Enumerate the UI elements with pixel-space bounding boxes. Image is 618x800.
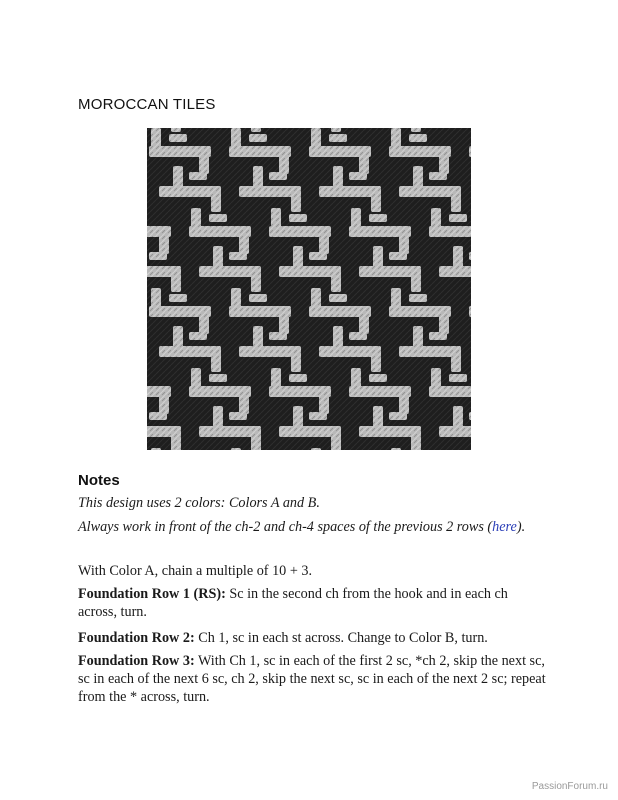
swatch-stitch-block [209,214,227,222]
swatch-stitch-block [319,226,329,254]
swatch-stitch-block [229,252,247,260]
swatch-stitch-block [251,426,261,450]
swatch-stitch-block [439,306,449,334]
swatch-stitch-block [369,214,387,222]
notes-chain-line: With Color A, chain a multiple of 10 + 3. [78,563,313,579]
swatch-stitch-block [279,146,289,174]
swatch-stitch-block [171,426,181,450]
swatch-stitch-block [171,128,181,132]
swatch-stitch-block [469,252,471,260]
foundation-row-3 [78,652,548,706]
swatch-stitch-block [331,266,341,292]
swatch-stitch-block [151,448,161,450]
swatch-stitch-block [149,412,167,420]
here-link[interactable]: here [492,519,517,535]
swatch-stitch-block [191,208,201,236]
swatch-stitch-block [449,374,467,382]
watermark: PassionForum.ru [531,781,608,792]
swatch-stitch-block [151,128,161,156]
swatch-stitch-block [251,128,261,132]
swatch-stitch-block [373,246,383,276]
swatch-stitch-block [191,368,201,396]
swatch-stitch-block [349,172,367,180]
swatch-stitch-block [453,246,463,276]
swatch-stitch-block [231,128,241,156]
swatch-stitch-block [373,406,383,436]
swatch-stitch-block [411,266,421,292]
swatch-stitch-block [251,266,261,292]
swatch-stitch-block [451,186,461,212]
swatch-stitch-block [371,346,381,372]
swatch-stitch-block [409,294,427,302]
swatch-stitch-block [369,374,387,382]
swatch-stitch-block [309,252,327,260]
swatch-stitch-block [149,252,167,260]
swatch-stitch-block [469,412,471,420]
swatch-stitch-block [211,346,221,372]
swatch-stitch-block [453,406,463,436]
swatch-stitch-block [359,306,369,334]
swatch-stitch-block [391,128,401,156]
swatch-stitch-block [329,294,347,302]
swatch-stitch-block [399,386,409,414]
swatch-stitch-block [331,426,341,450]
swatch-stitch-block [409,134,427,142]
swatch-stitch-block [411,426,421,450]
swatch-stitch-block [391,288,401,316]
swatch-stitch-block [239,226,249,254]
swatch-pattern [147,128,471,450]
swatch-stitch-block [359,146,369,174]
swatch-stitch-block [413,326,423,356]
swatch-stitch-block [173,166,183,196]
swatch-stitch-block [269,172,287,180]
swatch-stitch-block [231,288,241,316]
swatch-stitch-block [231,448,241,450]
swatch-stitch-block [253,326,263,356]
crochet-swatch-image [147,128,471,450]
swatch-stitch-block [249,294,267,302]
swatch-stitch-block [389,412,407,420]
swatch-stitch-block [429,332,447,340]
swatch-stitch-block [271,208,281,236]
swatch-stitch-block [151,288,161,316]
swatch-stitch-block [159,226,169,254]
swatch-stitch-block [319,386,329,414]
notes-colors-line: This design uses 2 colors: Colors A and B. [78,495,320,511]
notes-heading: Notes [78,472,120,489]
swatch-stitch-block [199,146,209,174]
swatch-stitch-block [289,214,307,222]
swatch-stitch-block [249,134,267,142]
swatch-stitch-block [311,448,321,450]
notes-spaces-end: ). [516,519,526,535]
swatch-stitch-block [239,386,249,414]
swatch-stitch-block [271,368,281,396]
swatch-stitch-block [399,226,409,254]
swatch-stitch-block [209,374,227,382]
foundation-row-3-text: With Ch 1, sc in each of the first 2 sc, *ch 2, skip the next sc, sc in each of the next 6 sc, ch 2, skip the next sc, sc in each of the next 2 sc; repeat from the * across, turn. [78,653,546,705]
swatch-stitch-block [413,166,423,196]
swatch-stitch-block [391,448,401,450]
swatch-stitch-block [371,186,381,212]
swatch-stitch-block [469,146,471,157]
foundation-row-2-label: Foundation Row 2: [78,630,195,646]
swatch-stitch-block [411,128,421,132]
swatch-stitch-block [311,288,321,316]
foundation-row-2 [78,629,548,647]
swatch-stitch-block [351,368,361,396]
foundation-row-1-label: Foundation Row 1 (RS): [78,586,226,602]
swatch-stitch-block [309,412,327,420]
swatch-stitch-block [291,346,301,372]
swatch-stitch-block [159,386,169,414]
swatch-stitch-block [211,186,221,212]
swatch-stitch-block [351,208,361,236]
foundation-row-1-text: Sc in the second ch from the hook and in each ch across, turn. [78,586,508,620]
swatch-stitch-block [311,128,321,156]
swatch-stitch-block [189,332,207,340]
swatch-stitch-block [451,346,461,372]
swatch-stitch-block [213,246,223,276]
swatch-stitch-block [469,306,471,317]
swatch-stitch-block [431,208,441,236]
swatch-stitch-block [279,306,289,334]
swatch-stitch-block [213,406,223,436]
swatch-stitch-block [289,374,307,382]
foundation-row-1 [78,585,548,621]
swatch-stitch-block [333,166,343,196]
swatch-stitch-block [293,406,303,436]
swatch-stitch-block [199,306,209,334]
swatch-stitch-block [333,326,343,356]
swatch-stitch-block [253,166,263,196]
swatch-stitch-block [331,128,341,132]
swatch-stitch-block [439,146,449,174]
swatch-stitch-block [189,172,207,180]
swatch-stitch-block [173,326,183,356]
swatch-stitch-block [349,332,367,340]
notes-spaces-line [78,518,548,536]
swatch-stitch-block [171,266,181,292]
foundation-row-2-text: Ch 1, sc in each st across. Change to Color B, turn. [194,630,488,646]
swatch-stitch-block [293,246,303,276]
foundation-row-3-label: Foundation Row 3: [78,653,195,669]
swatch-stitch-block [269,332,287,340]
swatch-stitch-block [431,368,441,396]
swatch-stitch-block [229,412,247,420]
swatch-stitch-block [429,172,447,180]
swatch-stitch-block [169,294,187,302]
notes-spaces-text: Always work in front of the ch-2 and ch-4 spaces of the previous 2 rows ( [78,519,493,535]
swatch-stitch-block [291,186,301,212]
swatch-stitch-block [169,134,187,142]
swatch-stitch-block [389,252,407,260]
swatch-stitch-block [329,134,347,142]
swatch-stitch-block [449,214,467,222]
page-title: MOROCCAN TILES [78,96,216,113]
